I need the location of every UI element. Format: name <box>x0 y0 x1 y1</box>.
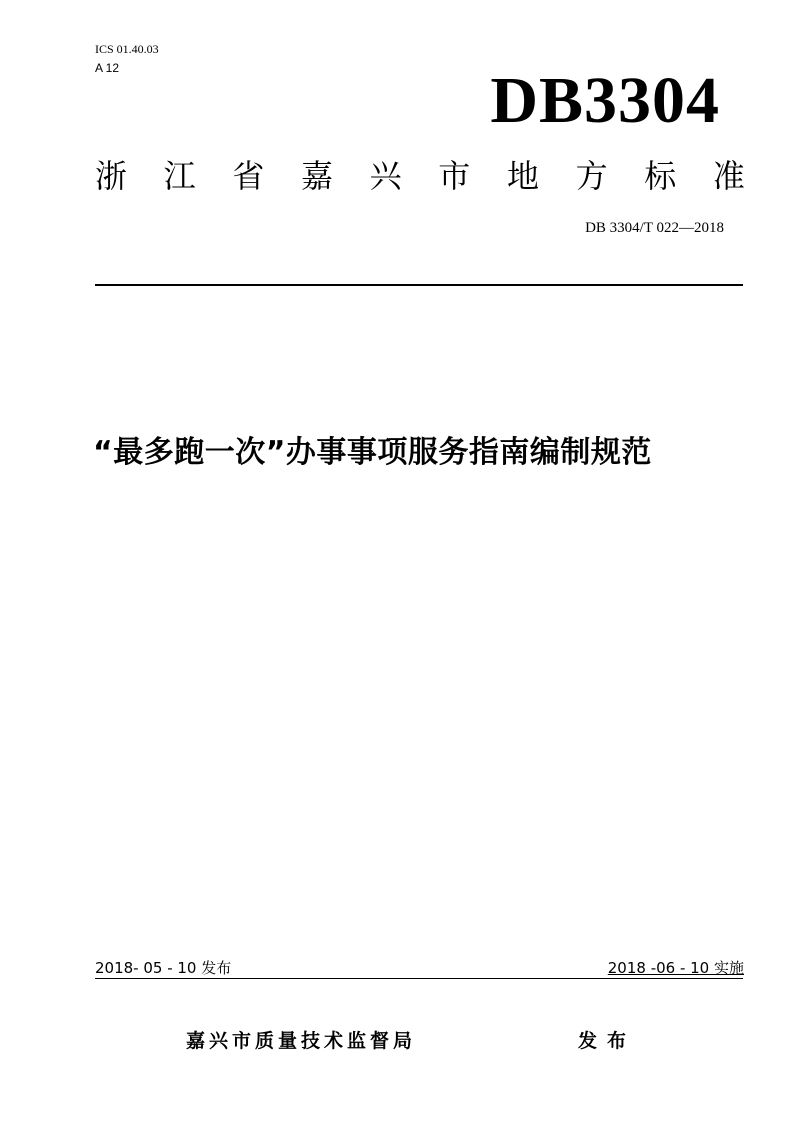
issue-date: 2018- 05 - 10 发布 <box>95 959 232 977</box>
standard-type-char: 方 <box>575 157 608 195</box>
standard-code-heading: DB3304 <box>490 64 720 137</box>
issue-label: 发布 <box>578 1030 637 1052</box>
issuing-authority: 嘉兴市质量技术监督局 <box>186 1030 417 1052</box>
implementation-date: 2018 -06 - 10 实施 <box>607 959 744 977</box>
footer-divider <box>95 978 743 979</box>
standard-type-char: 嘉 <box>300 157 333 195</box>
ics-code: ICS 01.40.03 <box>95 42 159 56</box>
header-divider <box>95 284 743 286</box>
document-title: “最多跑一次”办事事项服务指南编制规范 <box>93 435 652 470</box>
standard-type-char: 标 <box>644 157 677 195</box>
standard-type-char: 兴 <box>369 157 402 195</box>
standard-type-char: 省 <box>232 157 265 195</box>
standard-type-char: 地 <box>506 157 539 195</box>
classification-code: A 12 <box>95 61 120 75</box>
standard-type-heading <box>95 154 745 198</box>
standard-number: DB 3304/T 022—2018 <box>585 220 724 236</box>
standard-type-char: 浙 <box>95 157 128 195</box>
standard-type-char: 准 <box>712 157 745 195</box>
standard-type-char: 市 <box>438 157 471 195</box>
standard-type-char: 江 <box>163 157 196 195</box>
